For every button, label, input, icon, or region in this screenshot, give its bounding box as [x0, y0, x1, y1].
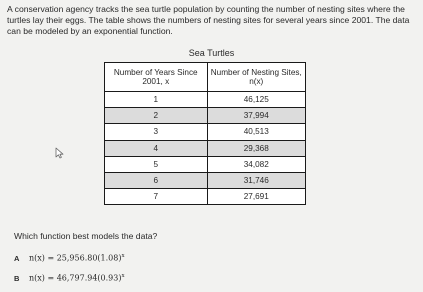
- problem-description: A conservation agency tracks the sea turtle population by counting the number of nesting sites where the turtles lay their eggs. The table shows the numbers of nesting sites for several years since 2001. The data can be modeled by an exponential function.: [7, 4, 410, 36]
- choice-letter: B: [14, 273, 20, 283]
- choice-expression-base: n(x) = 25,956.80(1.08): [29, 253, 122, 263]
- header-years: Number of Years Since 2001, x: [105, 63, 208, 92]
- cell-sites: 29,368: [207, 140, 306, 156]
- cell-years: 3: [105, 124, 208, 140]
- question-text: Which function best models the data?: [14, 231, 158, 241]
- cell-years: 2: [105, 108, 208, 124]
- cell-sites: 46,125: [207, 92, 306, 108]
- choice-expression: [29, 253, 125, 263]
- cell-years: 7: [105, 189, 208, 205]
- mouse-pointer-icon: [55, 147, 64, 159]
- table-row: [105, 92, 306, 108]
- choice-letter: A: [14, 253, 20, 263]
- table-row: [105, 140, 306, 156]
- cell-sites: 34,082: [207, 156, 306, 172]
- answer-choice-b[interactable]: [14, 273, 125, 283]
- cell-sites: 27,691: [207, 189, 306, 205]
- cell-years: 4: [105, 140, 208, 156]
- header-sites: Number of Nesting Sites, n(x): [207, 63, 306, 92]
- choice-expression-base: n(x) = 46,797.94(0.93): [29, 273, 122, 283]
- choice-expression-exponent: x: [121, 253, 125, 259]
- table-row: [105, 189, 306, 205]
- choice-expression: [29, 273, 125, 283]
- table-title: Sea Turtles: [188, 48, 235, 58]
- cell-sites: 31,746: [207, 172, 306, 188]
- table-row: [105, 108, 306, 124]
- choice-expression-exponent: x: [121, 273, 125, 279]
- table-row: [105, 172, 306, 188]
- cell-years: 6: [105, 172, 208, 188]
- cell-years: 5: [105, 156, 208, 172]
- table-row: [105, 124, 306, 140]
- table-header-row: [105, 63, 306, 92]
- table-row: [105, 156, 306, 172]
- cell-sites: 40,513: [207, 124, 306, 140]
- cell-years: 1: [105, 92, 208, 108]
- answer-choice-a[interactable]: [14, 253, 125, 263]
- cell-sites: 37,994: [207, 108, 306, 124]
- sea-turtles-table: [104, 62, 306, 205]
